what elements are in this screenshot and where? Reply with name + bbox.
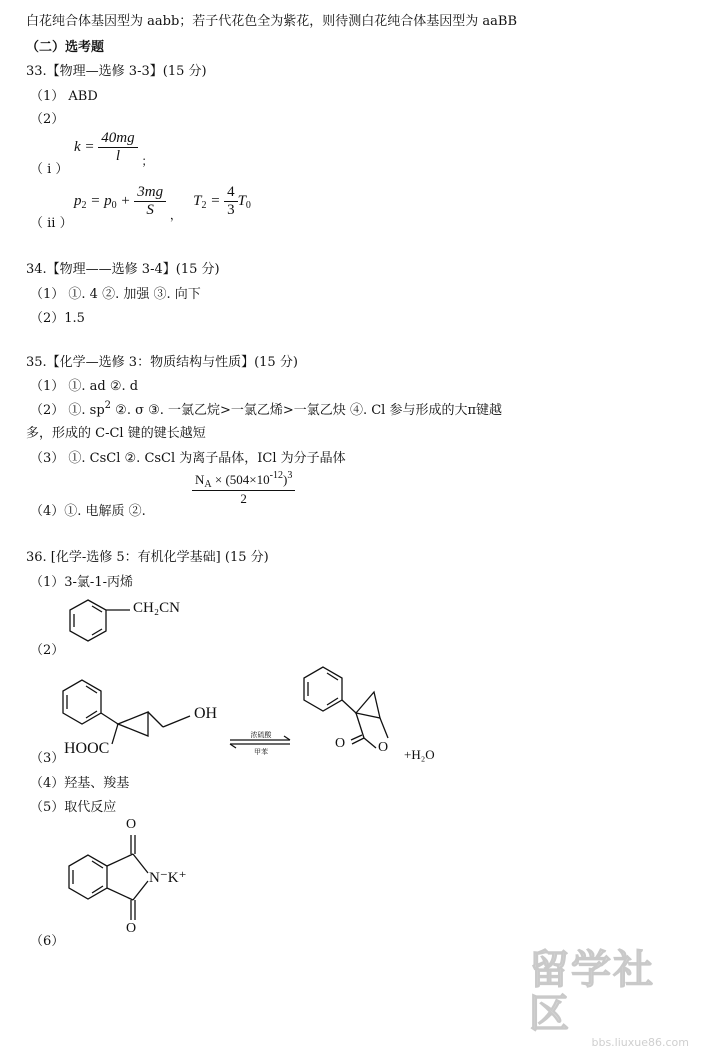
q36-a6-nk: N⁻K⁺ [149,870,187,886]
q36-a2-group: CH₂CN [133,600,180,616]
q34-title: 34.【物理——选修 3-4】(15 分) [26,262,220,277]
top-line: 白花纯合体基因型为 aabb；若子代花色全为紫花，则待测白花纯合体基因型为 aaBB [26,14,518,29]
watermark-main: 留学社区 [529,947,655,1037]
section-heading: （二）选考题 [26,40,105,55]
q36-answer-1: （1）3-氯-1-丙烯 [30,575,133,590]
q35-answer-2: （2） ①. $sp^2$ ②. σ ③. 一氯乙烷>一氯乙烯>一氯乙炔 ④. Cl 参与形成的大π键越 [30,400,502,418]
q36-a3-arrow-top: 浓硫酸 [250,731,272,739]
q36-a3-oh: OH [194,705,218,722]
q35-answer-1: （1） ①. ad ②. d [30,379,139,394]
q34-answer-2: （2）1.5 [30,311,85,326]
q34-answer-1: （1） ①. 4 ②. 加强 ③. 向下 [30,287,201,302]
q36-a3-o-carbonyl: O [335,736,346,751]
q35-answer-4: （4）①. 电解质 ②. [30,504,146,519]
q36-a3-arrow-bottom: 甲苯 [254,748,268,756]
q33-ii-label: （ ii ） [30,216,73,231]
q35-answer-2-continued: 多，形成的 C-Cl 键的键长越短 [26,426,206,441]
q36-answer-5: （5）取代反应 [30,800,117,815]
q36-title: 36. [化学-选修 5：有机化学基础] (15 分) [26,550,269,565]
q33-answer-1: （1） ABD [30,89,98,104]
q36-answer-3: （3） [30,751,65,766]
q36-a3-o-ring: O [378,740,389,755]
q35-title: 35.【化学—选修 3：物质结构与性质】(15 分) [26,355,298,370]
watermark-sub: bbs.liuxue86.com [591,1036,689,1049]
q33-i-formula: k = $\frac{40mg}{l}$ $_;$ [74,130,154,168]
watermark [529,947,689,1049]
q36-a6-o-bottom: O [126,921,137,936]
q35-a4-formula: $\frac{N_A \times (504\times 10^{-12})^3}{2}$ [192,470,295,507]
q36-a3-water: +H₂O [404,747,435,762]
q36-a6-o-top: O [126,817,137,832]
q33-title: 33.【物理—选修 3-3】(15 分) [26,64,207,79]
q33-answer-2: （2） [30,112,65,127]
q36-answer-6: （6） [30,934,65,949]
q36-answer-2: （2） [30,643,65,658]
q36-answer-4: （4）羟基、羧基 [30,776,130,791]
q33-i-label: （ i ） [30,162,69,177]
q33-ii-formula: $p_2 = p_0$ + $\frac{3mg}{S}$ $_,$ $T_2$ = $\frac{4}{3}$ $T_0$ [74,184,251,222]
q36-a3-cooh: HOOC [64,740,110,757]
q35-answer-3: （3） ①. CsCl ②. CsCl 为离子晶体，ICl 为分子晶体 [30,451,346,466]
